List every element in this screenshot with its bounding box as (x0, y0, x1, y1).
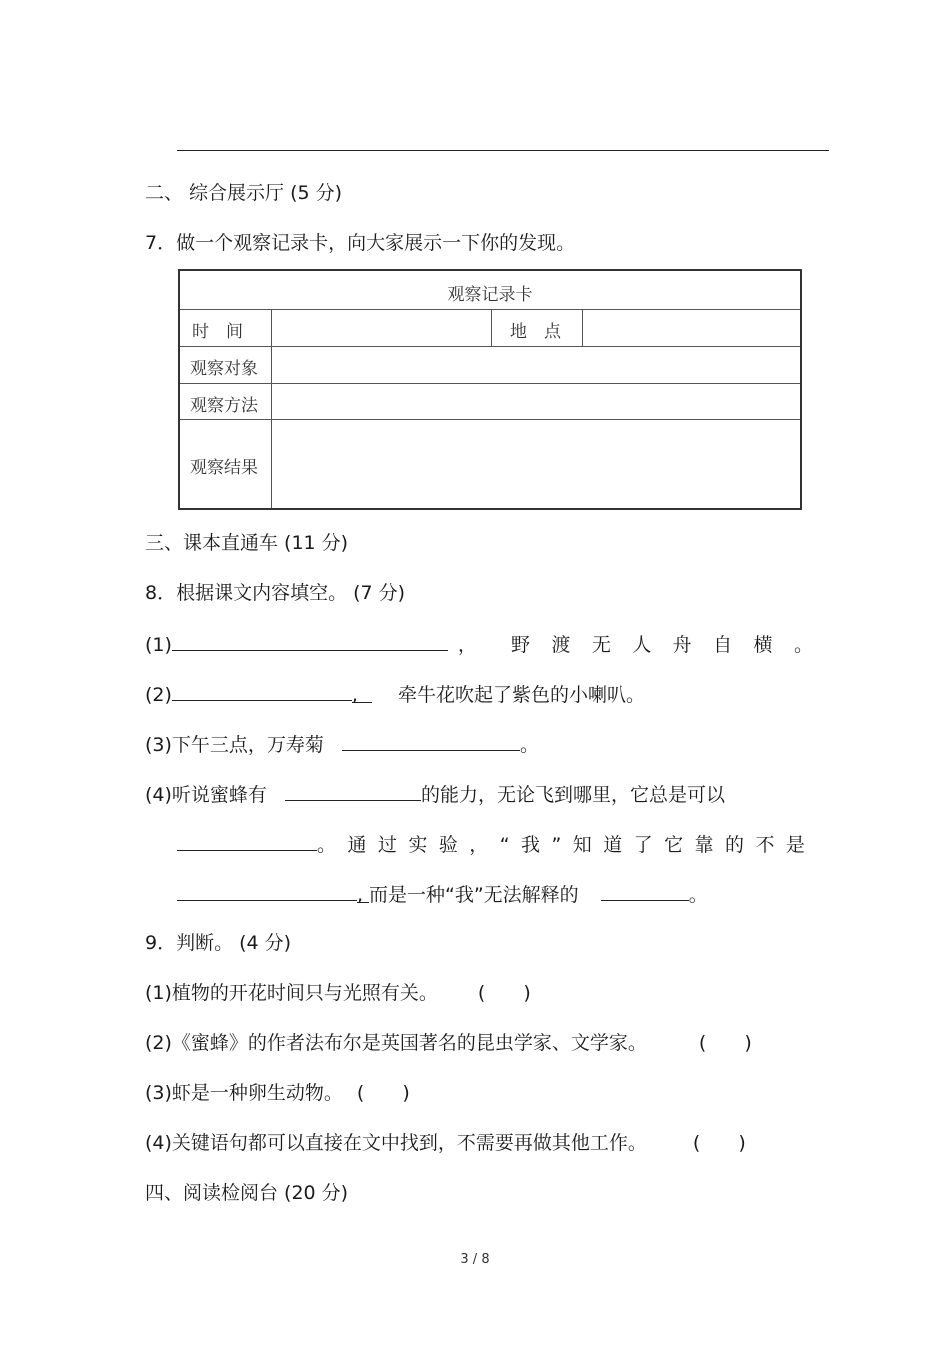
text-char: 人 (632, 634, 652, 656)
answer-paren[interactable]: ( ) (692, 1132, 746, 1154)
page-number: 3 / 8 (460, 1252, 490, 1267)
result-field[interactable] (272, 419, 800, 508)
item-number: (1) (145, 634, 172, 656)
text-char: 知 (572, 834, 592, 856)
text-char: ， (469, 834, 489, 856)
q9-item-4 (145, 1130, 746, 1156)
q8-item-4-text: (4)听说蜜蜂有 (145, 784, 267, 806)
period: 。 (688, 884, 708, 906)
observation-card (178, 269, 802, 510)
q8-item-3-text: (3)下午三点，万寿菊 (145, 734, 324, 756)
q8-item-1 (145, 630, 813, 658)
q8-item-4-line-3 (177, 880, 708, 908)
q8-item-4-line-2 (177, 830, 805, 858)
time-label: 时 间 (192, 322, 243, 342)
q8-item-4-line-2-text (317, 832, 805, 858)
q9-item-3-text: (3)虾是一种卵生动物。 (145, 1082, 343, 1104)
card-result-row (180, 419, 800, 508)
card-title-row (180, 271, 800, 310)
text-char: 无 (591, 634, 611, 656)
separator: ， (457, 634, 477, 656)
text-char: 的 (725, 834, 745, 856)
answer-paren[interactable]: ( ) (356, 1082, 410, 1104)
answer-line[interactable] (177, 150, 829, 151)
card-object-row (180, 346, 800, 384)
q9-item-2-text: (2)《蜜蜂》的作者法布尔是英国著名的昆虫学家、文学家。 (145, 1032, 647, 1054)
text-char: ” (551, 834, 562, 856)
separator: , (352, 682, 372, 703)
q9-item-2 (145, 1030, 752, 1056)
card-method-row (180, 383, 800, 420)
card-title: 观察记录卡 (447, 285, 533, 305)
text-char: 。 (793, 634, 813, 656)
text-char: 靠 (694, 834, 714, 856)
text-char: 了 (633, 834, 653, 856)
q8-item-4 (145, 780, 725, 808)
answer-paren[interactable]: ( ) (698, 1032, 752, 1054)
period: 。 (519, 734, 539, 756)
text-char: 验 (438, 834, 458, 856)
method-label: 观察方法 (190, 396, 258, 416)
q8-item-2 (145, 680, 645, 708)
text-char: 是 (785, 834, 805, 856)
q8-item-3 (145, 730, 539, 758)
place-field[interactable] (582, 309, 800, 346)
blank-3[interactable] (342, 730, 520, 751)
blank-4c[interactable] (177, 880, 357, 901)
q9-item-1 (145, 980, 531, 1006)
object-label: 观察对象 (190, 359, 258, 379)
method-field[interactable] (272, 383, 800, 419)
q9-item-4-text: (4)关键语句都可以直接在文中找到，不需要再做其他工作。 (145, 1132, 647, 1154)
section-4-title: 四、阅读检阅台 (20 分) (145, 1182, 349, 1204)
q8-item-1-text (511, 632, 813, 658)
q8-item-2-text: 牵牛花吹起了紫色的小喇叭。 (397, 684, 645, 706)
text-char: 野 (510, 634, 530, 656)
object-field[interactable] (272, 346, 800, 383)
blank-4a[interactable] (285, 780, 421, 801)
card-time-row (180, 309, 800, 347)
blank-1[interactable] (172, 630, 448, 651)
q8-item-4-line-3-text: 而是一种“我”无法解释的 (369, 884, 579, 906)
section-3-title: 三、课本直通车 (11 分) (145, 532, 349, 554)
text-char: 舟 (672, 634, 692, 656)
blank-4d[interactable] (601, 880, 689, 901)
question-8: 8．根据课文内容填空。 (7 分) (145, 582, 406, 604)
question-7: 7．做一个观察记录卡，向大家展示一下你的发现。 (145, 232, 576, 254)
text-char: 。 (317, 834, 337, 856)
answer-paren[interactable]: ( ) (477, 982, 531, 1004)
item-number: (2) (145, 684, 172, 706)
text-char: 它 (664, 834, 684, 856)
text-char: 不 (755, 834, 775, 856)
q9-item-1-text: (1)植物的开花时间只与光照有关。 (145, 982, 438, 1004)
text-char: 通 (347, 834, 367, 856)
blank-4b[interactable] (177, 830, 317, 851)
place-label: 地 点 (510, 322, 561, 342)
text-char: 实 (408, 834, 428, 856)
text-char: 我 (521, 834, 541, 856)
question-9: 9．判断。 (4 分) (145, 932, 292, 954)
blank-2[interactable] (172, 680, 352, 701)
text-char: 自 (713, 634, 733, 656)
text-char: 渡 (551, 634, 571, 656)
result-label: 观察结果 (190, 458, 258, 478)
text-char: 过 (377, 834, 397, 856)
q9-item-3 (145, 1080, 410, 1106)
text-char: 横 (753, 634, 773, 656)
separator: , (357, 882, 369, 903)
time-field[interactable] (271, 309, 492, 346)
text-char: “ (499, 834, 510, 856)
q8-item-4-mid: 的能力，无论飞到哪里，它总是可以 (420, 784, 725, 806)
section-2-title: 二、 综合展示厅 (5 分) (145, 182, 343, 204)
text-char: 道 (603, 834, 623, 856)
